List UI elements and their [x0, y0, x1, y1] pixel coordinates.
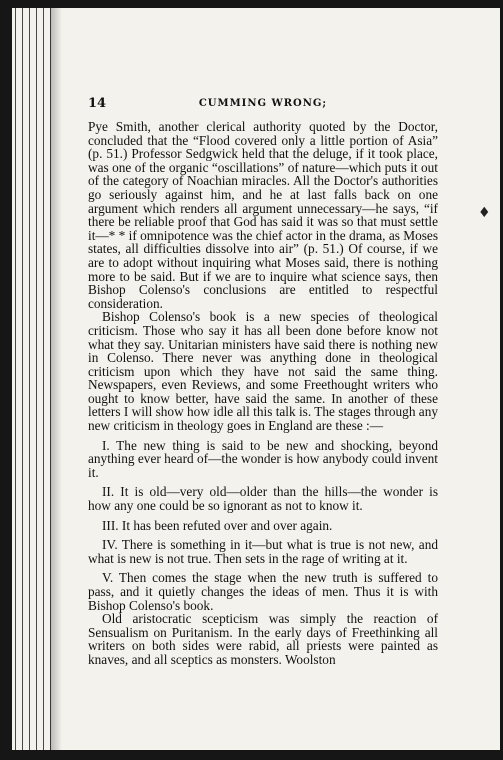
- paragraph-1: Pye Smith, another clerical authority quoted by the Doctor, concluded that the “Flood covered only a little portion of Asia” (p. 51.) Professor Sedgwick held that the deluge, if it took place, was one of the organic “oscillations” of nature—which puts it out of the category of Noachian miracles. All the Doctor's authorities go seriously against him, and he at last falls back on one argument which renders all argument unnecessary—he says, “if there be reliable proof that God has said it was so that must settle it—* * if omnipotence was the chief actor in the drama, as Moses states, all difficulties dissolve into air” (p. 51.) Of course, if we are to adopt without inquiring what Moses said, there is nothing more to be said. But if we are to inquire what science says, then Bishop Colenso's conclusions are entitled to respectful consideration.: [88, 119, 438, 311]
- stage-3: III. It has been refuted over and over again.: [102, 517, 333, 533]
- running-title: CUMMING WRONG;: [198, 98, 328, 109]
- margin-ornament-icon: ♦: [478, 205, 491, 221]
- body-text: [88, 120, 438, 667]
- stage-2: II. It is old—very old—older than the hills—the wonder is how any one could be so ignorant as not to know it.: [88, 484, 438, 514]
- paragraph-final: Old aristocratic scepticism was simply the reaction of Sensualism on Puritanism. In the early days of Freethinking all writers on both sides were rabid, all priests were painted as knaves, and all sceptics as monsters. Woolston: [88, 611, 438, 667]
- stage-5: V. Then comes the stage when the new truth is suffered to pass, and it quietly changes the ideas of men. Thus it is with Bishop Colenso's book.: [88, 570, 438, 613]
- page-gutter: [12, 8, 52, 750]
- paragraph-2: Bishop Colenso's book is a new species of theological criticism. Those who say it has all been done before know not what they say. Unitarian ministers have said there is nothing new in Colenso. There never was anything done in theological criticism upon which they have not said the same thing. Newspapers, even Reviews, and some Freethought writers who ought to know better, have said the same. In another of these letters I will show how idle all this talk is. The stages through any new criticism in theology goes in England are these :—: [88, 309, 438, 434]
- stage-4: IV. There is something in it—but what is true is not new, and what is new is not true. Then sets in the rage of writing at it.: [88, 537, 438, 566]
- gutter-shadow: [50, 8, 62, 750]
- stage-1: I. The new thing is said to be new and shocking, beyond anything ever heard of—the wonder is how anybody could invent it.: [88, 437, 438, 480]
- page-number: 14: [88, 96, 107, 111]
